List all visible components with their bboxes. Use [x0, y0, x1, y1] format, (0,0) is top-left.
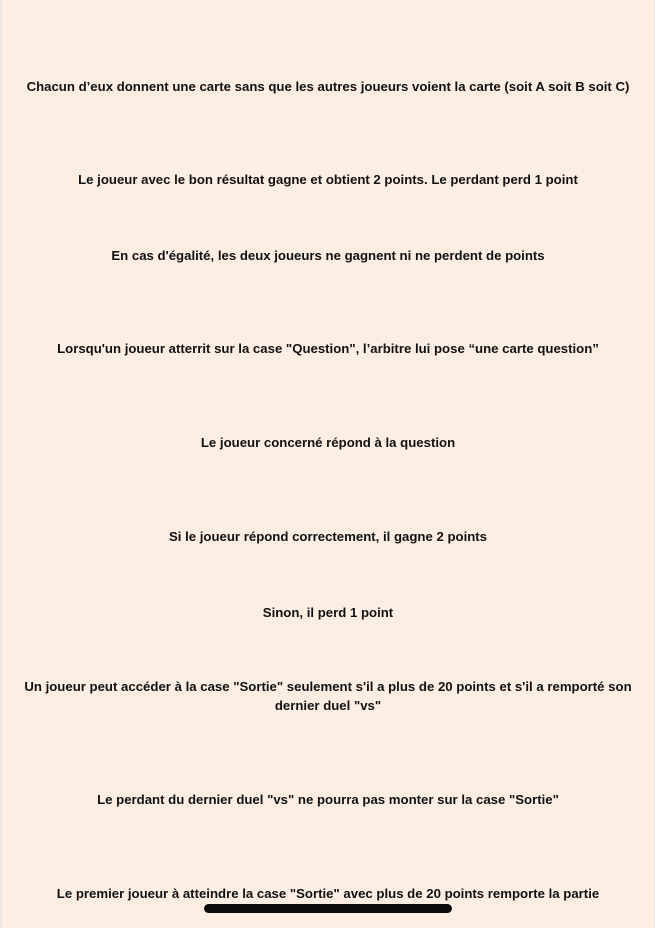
- home-indicator[interactable]: [204, 904, 452, 913]
- rule-text: Le joueur avec le bon résultat gagne et obtient 2 points. Le perdant perd 1 point: [78, 172, 578, 188]
- rule-text: Lorsqu'un joueur atterrit sur la case "Question", l’arbitre lui pose “une carte question”: [57, 341, 599, 357]
- rule-text: Un joueur peut accéder à la case "Sortie" seulement s'il a plus de 20 points et s'il a remporté son dernier duel "vs": [24, 679, 632, 714]
- rule-text: Le premier joueur à atteindre la case "Sortie" avec plus de 20 points remporte la partie: [56, 886, 600, 902]
- rule-text: Sinon, il perd 1 point: [262, 605, 394, 621]
- rules-page: [2, 0, 654, 928]
- rule-text: Le perdant du dernier duel "vs" ne pourra pas monter sur la case "Sortie": [97, 792, 559, 808]
- rule-text: Le joueur concerné répond à la question: [200, 435, 456, 451]
- rule-text: Si le joueur répond correctement, il gagne 2 points: [168, 529, 488, 545]
- rule-text: Chacun d’eux donnent une carte sans que les autres joueurs voient la carte (soit A soit B soit C): [26, 79, 630, 95]
- rule-text: En cas d'égalité, les deux joueurs ne gagnent ni ne perdent de points: [111, 248, 545, 264]
